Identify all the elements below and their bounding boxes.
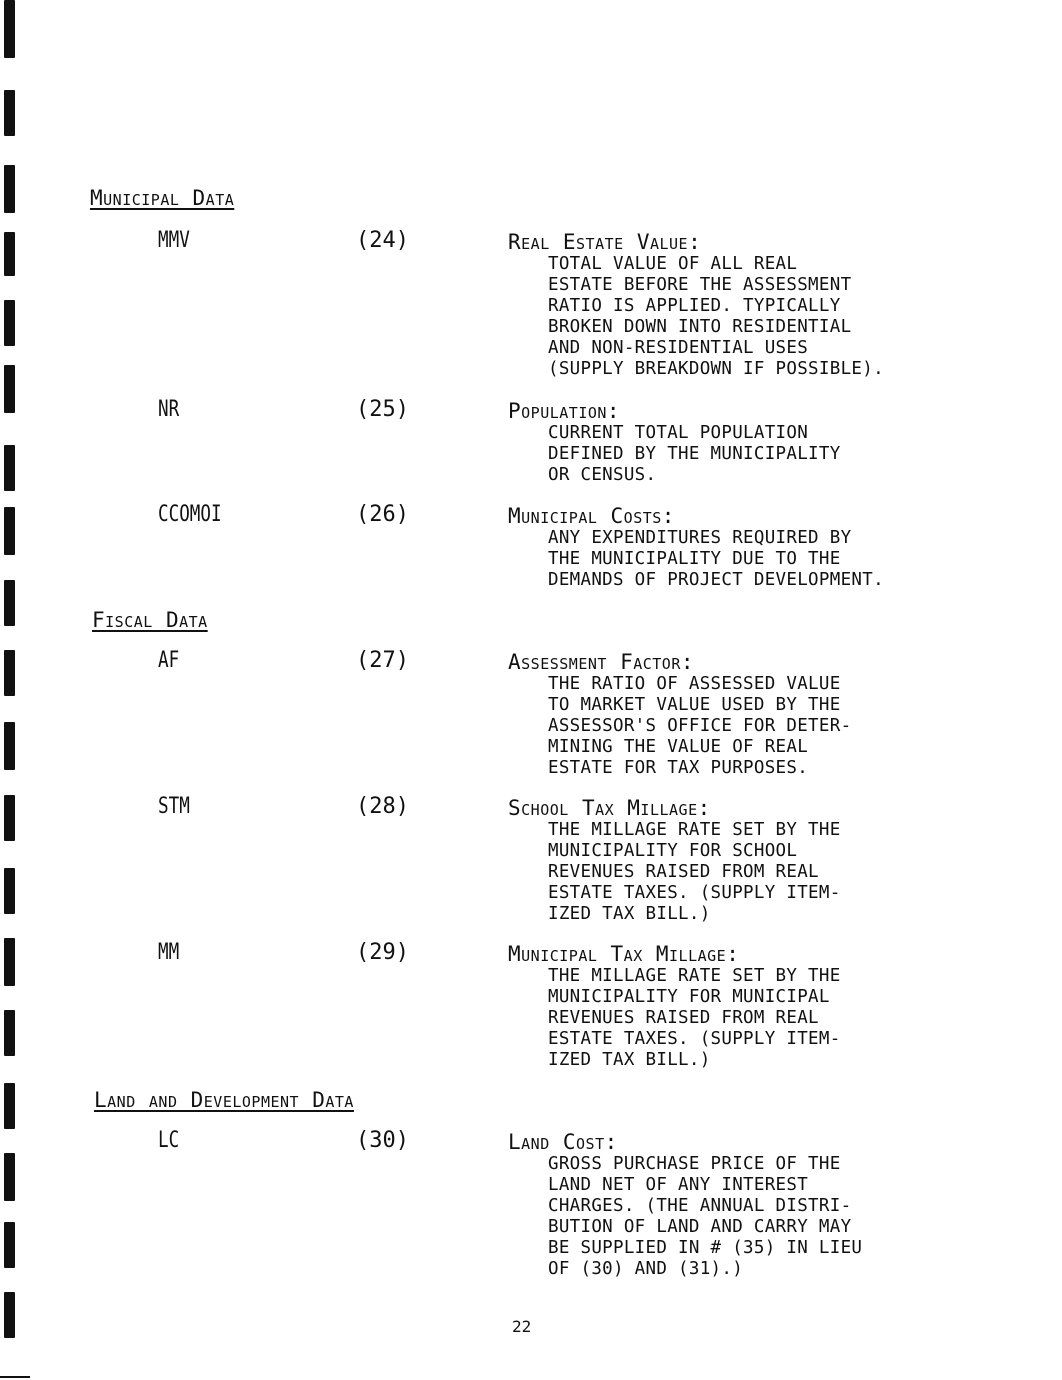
variable-code: AF xyxy=(158,648,180,673)
binding-mark xyxy=(4,232,15,276)
binding-mark xyxy=(4,650,15,696)
item-number: (27) xyxy=(356,648,409,673)
section-heading-land-development: Land and Development Data xyxy=(94,1088,354,1112)
binding-mark xyxy=(4,365,15,413)
definition-body: THE MILLAGE RATE SET BY THE MUNICIPALITY FOR MUNICIPAL REVENUES RAISED FROM REAL ESTATE TAXES. (SUPPLY ITEM- IZED TAX BILL.) xyxy=(548,966,841,1070)
variable-code: NR xyxy=(158,397,180,422)
item-number: (28) xyxy=(356,794,409,819)
item-number: (30) xyxy=(356,1128,409,1153)
binding-mark xyxy=(4,1292,15,1338)
variable-code: MM xyxy=(158,940,180,965)
variable-code: STM xyxy=(158,794,190,819)
definition-body: CURRENT TOTAL POPULATION DEFINED BY THE MUNICIPALITY OR CENSUS. xyxy=(548,423,841,485)
binding-mark xyxy=(4,90,15,136)
definition-entry xyxy=(508,650,1028,779)
page-number: 22 xyxy=(512,1317,532,1336)
binding-mark xyxy=(4,507,15,555)
binding-mark xyxy=(4,580,15,626)
definition-entry xyxy=(508,1130,1028,1280)
definition-entry xyxy=(508,504,1028,591)
binding-mark xyxy=(4,300,15,346)
binding-mark xyxy=(4,795,15,841)
section-heading-fiscal: Fiscal Data xyxy=(92,608,208,632)
definition-body: ANY EXPENDITURES REQUIRED BY THE MUNICIPALITY DUE TO THE DEMANDS OF PROJECT DEVELOPMENT. xyxy=(548,528,884,590)
item-number: (26) xyxy=(356,502,409,527)
item-number: (25) xyxy=(356,397,409,422)
definition-body: THE RATIO OF ASSESSED VALUE TO MARKET VALUE USED BY THE ASSESSOR'S OFFICE FOR DETER- MINING THE VALUE OF REAL ESTATE FOR TAX PURPOSES. xyxy=(548,674,852,778)
binding-mark xyxy=(4,722,15,770)
binding-mark xyxy=(4,1222,15,1268)
variable-code: MMV xyxy=(158,228,190,253)
definition-title: Assessment Factor: xyxy=(508,650,695,674)
definition-title: Real Estate Value: xyxy=(508,230,702,254)
binding-mark xyxy=(4,1153,15,1201)
definition-entry xyxy=(508,796,1028,925)
definition-body: TOTAL VALUE OF ALL REAL ESTATE BEFORE THE ASSESSMENT RATIO IS APPLIED. TYPICALLY BROKEN DOWN INTO RESIDENTIAL AND NON-RESIDENTIAL USES (SUPPLY BREAKDOWN IF POSSIBLE). xyxy=(548,254,884,379)
bottom-rule xyxy=(0,1376,30,1378)
definition-entry xyxy=(508,230,1028,380)
definition-title: Land Cost: xyxy=(508,1130,618,1154)
section-heading-municipal: Municipal Data xyxy=(90,186,235,210)
binding-mark xyxy=(4,868,15,914)
definition-body: THE MILLAGE RATE SET BY THE MUNICIPALITY FOR SCHOOL REVENUES RAISED FROM REAL ESTATE TAXES. (SUPPLY ITEM- IZED TAX BILL.) xyxy=(548,820,841,924)
definition-title: Municipal Costs: xyxy=(508,504,675,528)
definition-title: Municipal Tax Millage: xyxy=(508,942,740,966)
variable-code: LC xyxy=(158,1128,180,1153)
definition-title: School Tax Millage: xyxy=(508,796,711,820)
item-number: (24) xyxy=(356,228,409,253)
definition-body: GROSS PURCHASE PRICE OF THE LAND NET OF ANY INTEREST CHARGES. (THE ANNUAL DISTRI- BUTION OF LAND AND CARRY MAY BE SUPPLIED IN # (35) IN LIEU OF (30) AND (31).) xyxy=(548,1154,863,1279)
item-number: (29) xyxy=(356,940,409,965)
binding-mark xyxy=(4,0,15,58)
binding-mark xyxy=(4,1083,15,1129)
definition-entry xyxy=(508,942,1028,1071)
binding-mark xyxy=(4,1010,15,1056)
definition-entry xyxy=(508,399,1028,486)
binding-mark xyxy=(4,445,15,491)
definition-title: Population: xyxy=(508,399,621,423)
variable-code: CCOMOI xyxy=(158,502,222,527)
binding-mark xyxy=(4,165,15,213)
binding-mark xyxy=(4,938,15,986)
